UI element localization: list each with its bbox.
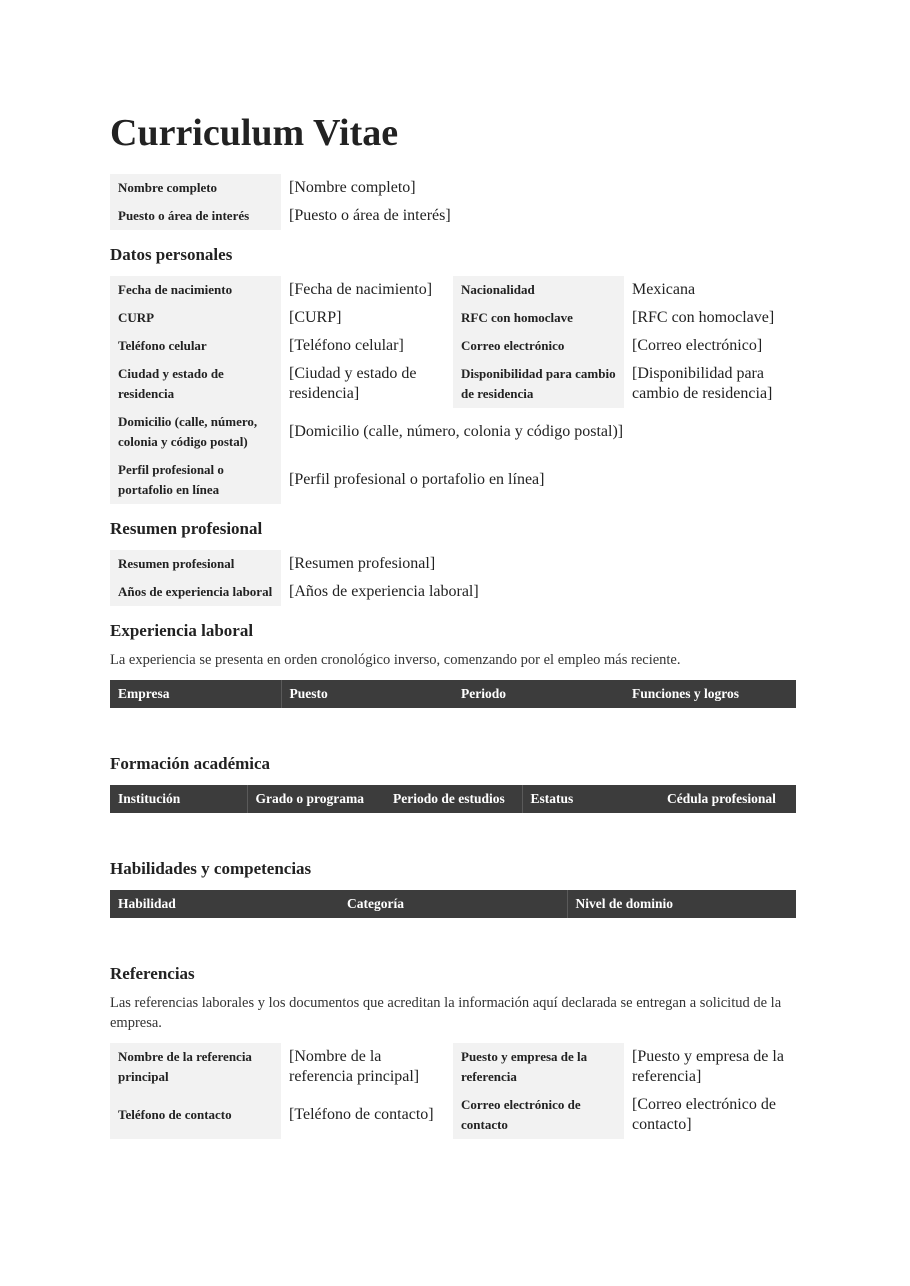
table-row <box>110 1091 796 1139</box>
field-label: Ciudad y estado de residencia <box>110 360 281 408</box>
column-header: Periodo <box>453 680 624 708</box>
section-heading: Referencias <box>110 964 195 983</box>
field-label: Puesto o área de interés <box>110 202 281 230</box>
column-header: Empresa <box>110 680 281 708</box>
field-label: RFC con homoclave <box>453 304 624 332</box>
column-header: Puesto <box>281 680 453 708</box>
field-value: [Teléfono celular] <box>289 337 404 354</box>
field-label: CURP <box>110 304 281 332</box>
column-header: Habilidad <box>110 890 339 918</box>
field-value: [Puesto y empresa de la referencia] <box>632 1048 784 1085</box>
column-header: Categoría <box>339 890 567 918</box>
table-row <box>110 550 796 578</box>
field-value: [Teléfono de contacto] <box>289 1106 434 1123</box>
section-heading: Formación académica <box>110 754 271 773</box>
table-row <box>110 408 796 456</box>
column-header: Nivel de dominio <box>567 890 796 918</box>
section-datos-personales <box>110 244 796 504</box>
field-label: Nacionalidad <box>453 276 624 304</box>
section-note: La experiencia se presenta en orden cronológico inverso, comenzando por el empleo más reciente. <box>110 652 681 668</box>
field-label: Teléfono celular <box>110 332 281 360</box>
table-row <box>110 1043 796 1091</box>
field-value: [Resumen profesional] <box>289 555 436 572</box>
field-label: Resumen profesional <box>110 550 281 578</box>
field-value: [Perfil profesional o portafolio en línea] <box>289 471 545 488</box>
section-formacion <box>110 753 796 853</box>
field-value: [Domicilio (calle, número, colonia y código postal)] <box>289 423 624 440</box>
table-row <box>110 174 796 202</box>
table-header-row <box>110 785 796 813</box>
section-heading: Habilidades y competencias <box>110 859 312 878</box>
field-value: [Años de experiencia laboral] <box>289 583 479 600</box>
section-habilidades <box>110 858 796 958</box>
experience-table <box>110 680 796 708</box>
summary-table <box>110 550 796 606</box>
page-title: Curriculum Vitae <box>110 112 399 154</box>
field-label: Correo electrónico <box>453 332 624 360</box>
column-header: Cédula profesional <box>659 785 796 813</box>
field-value: [RFC con homoclave] <box>632 309 775 326</box>
section-heading: Experiencia laboral <box>110 621 254 640</box>
section-heading: Datos personales <box>110 245 233 264</box>
table-row <box>110 332 796 360</box>
field-value: [Ciudad y estado de residencia] <box>289 365 417 402</box>
column-header: Estatus <box>522 785 659 813</box>
skills-table <box>110 890 796 918</box>
field-value: [Fecha de nacimiento] <box>289 281 433 298</box>
field-label: Fecha de nacimiento <box>110 276 281 304</box>
table-row <box>110 276 796 304</box>
column-header: Institución <box>110 785 247 813</box>
field-value: [Correo electrónico de contacto] <box>632 1096 776 1133</box>
education-table <box>110 785 796 813</box>
column-header: Periodo de estudios <box>385 785 522 813</box>
field-value: Mexicana <box>632 281 696 298</box>
table-row <box>110 304 796 332</box>
table-row <box>110 202 796 230</box>
table-header-row <box>110 890 796 918</box>
table-header-row <box>110 680 796 708</box>
field-value: [Correo electrónico] <box>632 337 763 354</box>
section-note: Las referencias laborales y los documentos que acreditan la información aquí declarada se entregan a solicitud de la empresa. <box>110 995 782 1031</box>
document-page <box>110 110 796 1139</box>
field-label: Nombre completo <box>110 174 281 202</box>
table-row <box>110 360 796 408</box>
field-label: Puesto y empresa de la referencia <box>453 1043 624 1091</box>
table-row <box>110 578 796 606</box>
field-label: Disponibilidad para cambio de residencia <box>453 360 624 408</box>
table-row <box>110 456 796 504</box>
field-value: [Nombre completo] <box>289 179 416 196</box>
section-experiencia <box>110 620 796 748</box>
field-label: Años de experiencia laboral <box>110 578 281 606</box>
field-label: Domicilio (calle, número, colonia y código postal) <box>110 408 281 456</box>
field-value: [Nombre de la referencia principal] <box>289 1048 420 1085</box>
personal-data-table <box>110 276 796 504</box>
column-header: Grado o programa <box>247 785 385 813</box>
field-value: [Disponibilidad para cambio de residencia] <box>632 365 773 402</box>
header-table <box>110 174 796 230</box>
field-value: [Puesto o área de interés] <box>289 207 451 224</box>
field-label: Correo electrónico de contacto <box>453 1091 624 1139</box>
references-table <box>110 1043 796 1139</box>
section-referencias <box>110 963 796 1139</box>
field-label: Perfil profesional o portafolio en línea <box>110 456 281 504</box>
column-header: Funciones y logros <box>624 680 796 708</box>
section-resumen <box>110 518 796 606</box>
section-heading: Resumen profesional <box>110 519 263 538</box>
field-label: Nombre de la referencia principal <box>110 1043 281 1091</box>
field-label: Teléfono de contacto <box>110 1091 281 1139</box>
field-value: [CURP] <box>289 309 342 326</box>
